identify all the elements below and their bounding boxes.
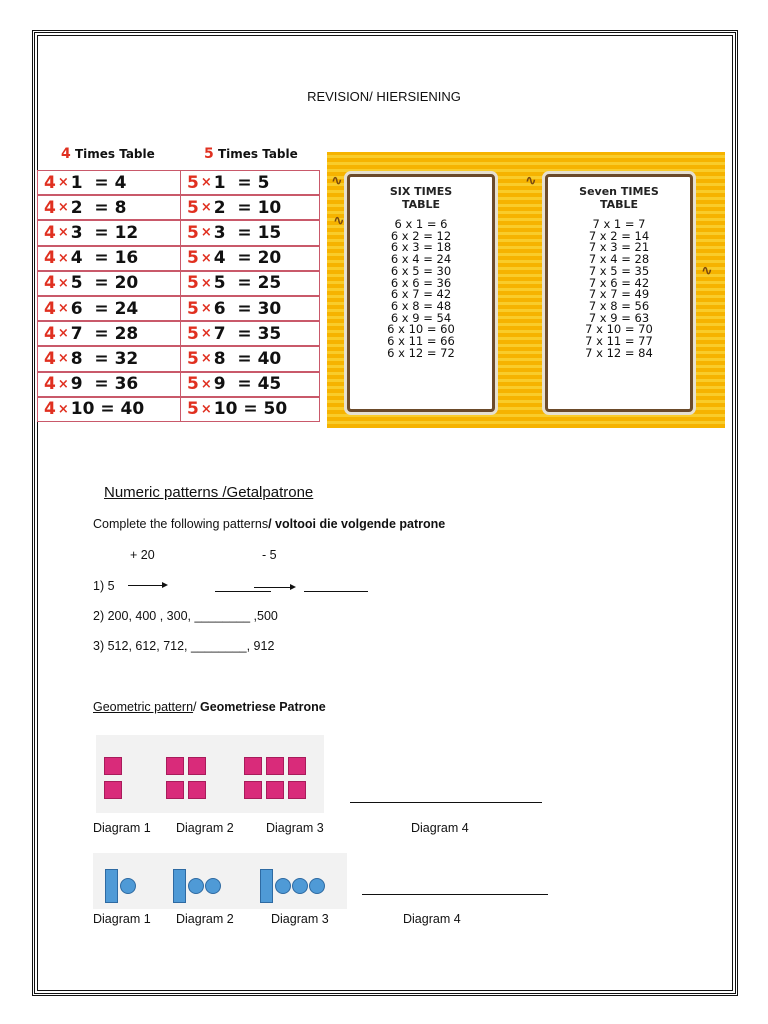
times-table-line: 7 x 11 = 77	[585, 334, 653, 349]
multiply-icon: ×	[200, 225, 212, 241]
multiply-icon: ×	[200, 250, 212, 266]
blue-rectangle	[260, 869, 273, 903]
times-table-row: 5 × 1 = 5	[180, 170, 320, 195]
blue-rectangle	[105, 869, 118, 903]
times-table-line: 6 x 3 = 18	[390, 240, 452, 255]
swirl-decoration-icon: ∿	[701, 262, 713, 278]
multiply-icon: ×	[200, 351, 212, 367]
multiply-icon: ×	[57, 326, 69, 342]
times-table-row: 5 × 6 = 30	[180, 296, 320, 321]
diagram-label: Diagram 4	[411, 821, 469, 835]
times-table-line: 6 x 9 = 54	[390, 310, 452, 325]
blue-circle	[275, 878, 291, 894]
times-table-line: 6 x 6 = 36	[390, 275, 452, 290]
times-table-row: 5 × 7 = 35	[180, 321, 320, 346]
multiply-icon: ×	[200, 200, 212, 216]
times-table-line: 6 x 4 = 24	[390, 252, 452, 267]
multiply-icon: ×	[57, 301, 69, 317]
swirl-decoration-icon: ∿	[331, 172, 343, 188]
seven-table-card: Seven TIMES TABLE 7 x 1 = 7 7 x 2 = 14 7 x 3 = 21 7 x 4 = 28 7 x 5 = 35 7 x 6 = 42 7 x 7 = 49 7 x 8 = 56 7 x 9 = 63 7 x 10 = 70 7 x 11 = 77 7 x 12 = 84	[545, 174, 693, 412]
pattern-2: 2) 200, 400 , 300, ________ ,500	[93, 609, 278, 623]
operation-plus-20: + 20	[130, 548, 155, 562]
rectangle-circle-pattern-image	[93, 853, 347, 909]
page-title: REVISION/ HIERSIENING	[307, 89, 461, 104]
multiply-icon: ×	[57, 401, 69, 417]
times-table-line: 7 x 8 = 56	[588, 298, 650, 313]
times-table-line: 7 x 10 = 70	[585, 322, 653, 337]
diagram-label: Diagram 2	[176, 912, 234, 926]
pink-square	[266, 757, 284, 775]
times-table-row: 4 × 1 = 4	[37, 170, 183, 195]
geometric-pattern-heading: Geometric pattern/ Geometriese Patrone	[93, 700, 326, 714]
times-table-line: 7 x 9 = 63	[588, 310, 650, 325]
times-table-row: 4 × 4 = 16	[37, 246, 183, 271]
seven-times-table-poster	[521, 152, 725, 428]
six-table-card: SIX TIMES TABLE 6 x 1 = 6 6 x 2 = 12 6 x 3 = 18 6 x 4 = 24 6 x 5 = 30 6 x 6 = 36 6 x 7 = 42 6 x 8 = 48 6 x 9 = 54 6 x 10 = 60 6 x 11 = 66 6 x 12 = 72	[347, 174, 495, 412]
blue-circle	[120, 878, 136, 894]
times-table-line: 7 x 7 = 49	[588, 287, 650, 302]
pattern-1-blank-1[interactable]	[215, 591, 271, 592]
multiply-icon: ×	[57, 200, 69, 216]
times-table-line: 6 x 2 = 12	[390, 228, 452, 243]
times-table-row: 4 × 8 = 32	[37, 346, 183, 371]
times-table-row: 5 × 9 = 45	[180, 372, 320, 397]
operation-minus-5: - 5	[262, 548, 277, 562]
times-table-line: 6 x 11 = 66	[387, 334, 455, 349]
pink-square	[166, 757, 184, 775]
pattern-3: 3) 512, 612, 712, ________, 912	[93, 639, 275, 653]
times-table-row: 5 × 4 = 20	[180, 246, 320, 271]
multiply-icon: ×	[57, 175, 69, 191]
times-table-line: 7 x 12 = 84	[585, 345, 653, 360]
multiply-icon: ×	[57, 376, 69, 392]
diagram-4-answer-line[interactable]	[350, 802, 542, 803]
times-table-line: 7 x 5 = 35	[588, 263, 650, 278]
multiply-icon: ×	[200, 175, 212, 191]
numeric-patterns-heading: Numeric patterns /Getalpatrone	[104, 484, 314, 501]
pink-square	[188, 757, 206, 775]
multiply-icon: ×	[200, 401, 212, 417]
five-times-table	[180, 142, 320, 422]
pink-square	[288, 781, 306, 799]
four-times-table	[37, 142, 183, 422]
multiply-icon: ×	[57, 225, 69, 241]
swirl-decoration-icon: ∿	[333, 212, 345, 228]
blue-rectangle	[173, 869, 186, 903]
times-table-line: 6 x 10 = 60	[387, 322, 455, 337]
multiply-icon: ×	[57, 351, 69, 367]
times-table-line: 6 x 5 = 30	[390, 263, 452, 278]
diagram-4-answer-line[interactable]	[362, 894, 548, 895]
five-table-heading: 5 Times Table	[204, 146, 298, 162]
times-table-line: 7 x 6 = 42	[588, 275, 650, 290]
multiply-icon: ×	[200, 326, 212, 342]
pink-square	[104, 757, 122, 775]
times-table-row: 5 × 5 = 25	[180, 271, 320, 296]
four-table-heading: 4 Times Table	[61, 146, 155, 162]
pink-square	[188, 781, 206, 799]
times-table-row: 4 × 9 = 36	[37, 372, 183, 397]
multiply-icon: ×	[200, 275, 212, 291]
diagram-label: Diagram 1	[93, 821, 151, 835]
blue-circle	[292, 878, 308, 894]
times-table-row: 5 × 10 = 50	[180, 397, 320, 422]
pink-square	[104, 781, 122, 799]
times-table-line: 6 x 8 = 48	[390, 298, 452, 313]
pink-square	[244, 757, 262, 775]
times-table-row: 4 × 2 = 8	[37, 195, 183, 220]
blue-circle	[205, 878, 221, 894]
times-table-line: 7 x 4 = 28	[588, 252, 650, 267]
square-pattern-image	[96, 735, 324, 813]
arrow-right-icon	[254, 587, 294, 588]
times-table-row: 4 × 5 = 20	[37, 271, 183, 296]
pink-square	[244, 781, 262, 799]
times-table-row: 5 × 3 = 15	[180, 220, 320, 245]
multiply-icon: ×	[57, 275, 69, 291]
diagram-label: Diagram 3	[266, 821, 324, 835]
times-table-row: 4 × 7 = 28	[37, 321, 183, 346]
times-table-row: 5 × 2 = 10	[180, 195, 320, 220]
multiply-icon: ×	[57, 250, 69, 266]
pattern-1-start: 1) 5	[93, 579, 115, 593]
times-table-line: 7 x 3 = 21	[588, 240, 650, 255]
times-table-line: 6 x 1 = 6	[394, 217, 448, 231]
times-table-line: 6 x 7 = 42	[390, 287, 452, 302]
pink-square	[166, 781, 184, 799]
six-times-table-poster	[327, 152, 521, 428]
times-table-line: 6 x 12 = 72	[387, 345, 455, 360]
swirl-decoration-icon: ∿	[525, 172, 537, 188]
blue-circle	[188, 878, 204, 894]
pink-square	[266, 781, 284, 799]
multiply-icon: ×	[200, 301, 212, 317]
times-table-row: 4 × 6 = 24	[37, 296, 183, 321]
pink-square	[288, 757, 306, 775]
diagram-label: Diagram 4	[403, 912, 461, 926]
blue-circle	[309, 878, 325, 894]
times-table-row: 4 × 3 = 12	[37, 220, 183, 245]
times-table-line: 7 x 2 = 14	[588, 228, 650, 243]
times-table-line: 7 x 1 = 7	[592, 217, 646, 231]
times-table-row: 5 × 8 = 40	[180, 346, 320, 371]
arrow-right-icon	[128, 585, 166, 586]
diagram-label: Diagram 1	[93, 912, 151, 926]
diagram-label: Diagram 2	[176, 821, 234, 835]
times-table-row: 4 × 10 = 40	[37, 397, 183, 422]
multiply-icon: ×	[200, 376, 212, 392]
diagram-label: Diagram 3	[271, 912, 329, 926]
numeric-instruction: Complete the following patterns/ voltooi die volgende patrone	[93, 517, 446, 531]
pattern-1-blank-2[interactable]	[304, 591, 368, 592]
